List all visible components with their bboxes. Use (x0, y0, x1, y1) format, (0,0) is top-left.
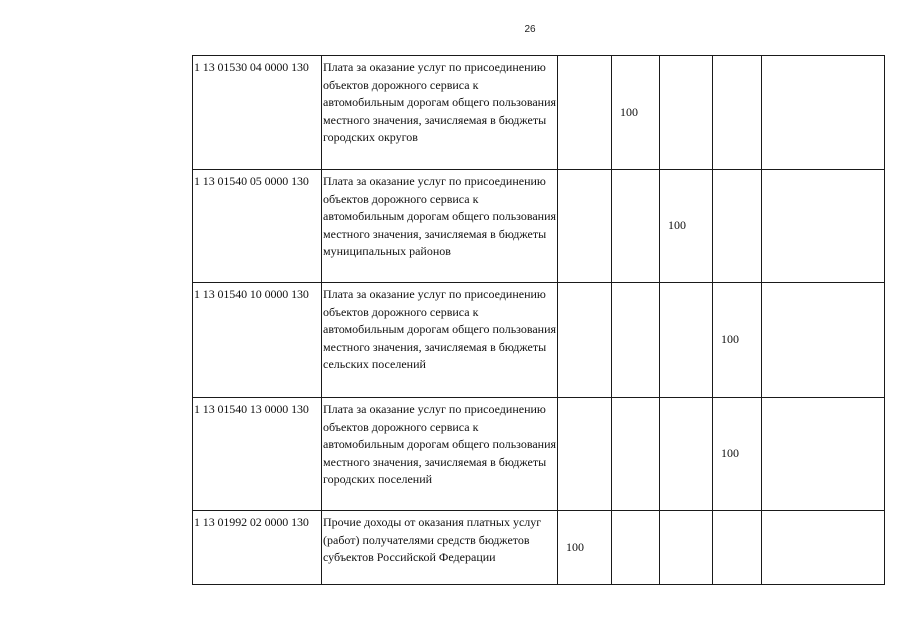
value-cell (713, 56, 762, 170)
value-cell (660, 283, 713, 398)
revenue-description: Плата за оказание услуг по присоединению объектов дорожного сервиса к автомобильным дорогам общего пользования местного значения, зачисляемая в бюджеты муниципальных районов (322, 170, 558, 283)
revenue-description: Прочие доходы от оказания платных услуг (работ) получателями средств бюджетов субъектов Российской Федерации (322, 511, 558, 585)
value-cell (558, 283, 612, 398)
revenue-code: 1 13 01530 04 0000 130 (193, 56, 322, 170)
value-cell: 100 (713, 283, 762, 398)
value-cell: 100 (660, 170, 713, 283)
revenue-code: 1 13 01540 05 0000 130 (193, 170, 322, 283)
value-cell (660, 511, 713, 585)
revenue-description: Плата за оказание услуг по присоединению объектов дорожного сервиса к автомобильным дорогам общего пользования местного значения, зачисляемая в бюджеты городских округов (322, 56, 558, 170)
revenue-description: Плата за оказание услуг по присоединению объектов дорожного сервиса к автомобильным дорогам общего пользования местного значения, зачисляемая в бюджеты сельских поселений (322, 283, 558, 398)
revenue-code: 1 13 01540 13 0000 130 (193, 398, 322, 511)
value-cell (612, 283, 660, 398)
table-row (193, 56, 885, 170)
value-cell (762, 56, 885, 170)
table-row (193, 398, 885, 511)
value-cell: 100 (713, 398, 762, 511)
value-cell (762, 283, 885, 398)
page-number: 26 (524, 24, 536, 35)
value-cell (612, 511, 660, 585)
table-row (193, 283, 885, 398)
value-cell (558, 398, 612, 511)
value-cell: 100 (558, 511, 612, 585)
value-cell: 100 (612, 56, 660, 170)
value-cell (558, 170, 612, 283)
revenue-code: 1 13 01540 10 0000 130 (193, 283, 322, 398)
value-cell (660, 56, 713, 170)
value-cell (660, 398, 713, 511)
value-cell (713, 511, 762, 585)
revenue-description: Плата за оказание услуг по присоединению объектов дорожного сервиса к автомобильным дорогам общего пользования местного значения, зачисляемая в бюджеты городских поселений (322, 398, 558, 511)
revenue-code: 1 13 01992 02 0000 130 (193, 511, 322, 585)
value-cell (762, 170, 885, 283)
table-row (193, 511, 885, 585)
value-cell (762, 511, 885, 585)
value-cell (558, 56, 612, 170)
value-cell (762, 398, 885, 511)
value-cell (612, 398, 660, 511)
value-cell (713, 170, 762, 283)
revenue-distribution-table (192, 55, 885, 585)
table-row (193, 170, 885, 283)
value-cell (612, 170, 660, 283)
